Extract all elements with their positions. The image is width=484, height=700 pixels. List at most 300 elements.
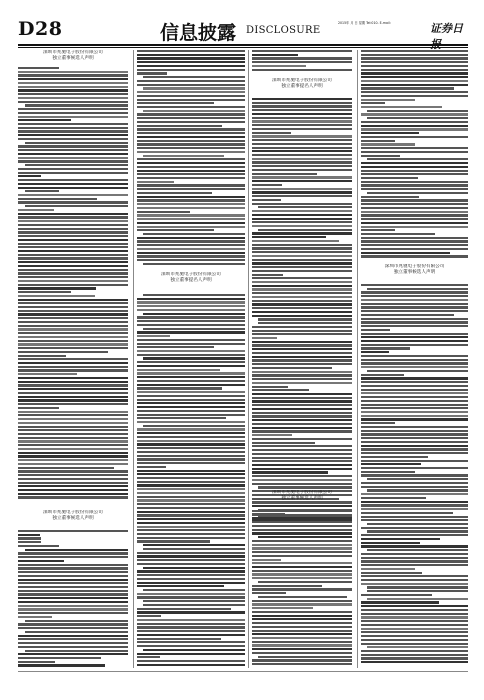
text-line (361, 199, 468, 201)
notice-body (252, 510, 352, 668)
text-line (25, 205, 128, 207)
text-line (252, 232, 352, 234)
text-line (367, 586, 468, 588)
text-line (252, 303, 352, 305)
text-line (252, 517, 352, 519)
text-line (137, 136, 245, 138)
text-line (18, 493, 128, 495)
text-line (137, 369, 220, 371)
text-line (361, 418, 468, 420)
text-line (18, 74, 128, 76)
text-line (137, 496, 245, 498)
text-line (18, 426, 128, 428)
text-line (361, 572, 422, 574)
text-line (137, 188, 245, 190)
text-line (252, 449, 352, 451)
text-line (18, 560, 64, 562)
text-line (137, 414, 245, 416)
masthead (18, 18, 468, 42)
text-line (137, 529, 245, 531)
text-line (367, 117, 468, 119)
text-line (252, 54, 298, 56)
text-line (361, 527, 468, 529)
text-line (252, 475, 352, 477)
notice-body (18, 67, 128, 504)
text-line (252, 135, 352, 137)
text-line (137, 173, 245, 175)
text-line (252, 266, 352, 268)
text-line (361, 609, 468, 611)
text-line (137, 653, 245, 655)
text-line (137, 365, 245, 367)
text-line (361, 538, 440, 540)
text-line (137, 615, 161, 617)
text-line (252, 337, 277, 339)
text-line (252, 544, 352, 546)
text-line (361, 218, 468, 220)
text-line (18, 119, 71, 121)
text-line (252, 124, 352, 126)
text-line (18, 642, 128, 644)
text-line (361, 650, 468, 652)
text-line (18, 448, 128, 450)
text-line (252, 247, 352, 249)
text-line (361, 362, 468, 364)
text-line (137, 106, 245, 108)
text-line (252, 457, 352, 459)
text-line (361, 463, 421, 465)
text-line (137, 484, 245, 486)
text-line (252, 415, 352, 417)
text-line (137, 361, 245, 363)
text-line (18, 306, 128, 308)
text-line (367, 523, 468, 525)
text-line (252, 412, 352, 414)
text-line (25, 631, 128, 633)
text-line (137, 428, 245, 430)
text-line (252, 173, 317, 175)
text-line (361, 560, 468, 562)
text-line (137, 470, 245, 472)
text-line (18, 601, 128, 603)
text-line (361, 616, 468, 618)
text-line (18, 579, 128, 581)
text-line (361, 170, 468, 172)
text-line (143, 87, 245, 89)
text-line (252, 648, 352, 650)
text-line (361, 87, 454, 89)
text-line (18, 108, 128, 110)
text-line (252, 663, 352, 665)
text-line (137, 638, 221, 640)
issue-meta: 2015年 月 日 星期 Tel:010- E-mail: (338, 21, 391, 25)
text-line (361, 229, 395, 231)
text-line (252, 374, 352, 376)
text-line (361, 321, 468, 323)
text-line (367, 288, 468, 290)
notice-header (137, 272, 245, 292)
text-line (252, 98, 352, 100)
text-line (361, 430, 468, 432)
text-line (137, 343, 245, 345)
text-line (137, 563, 245, 565)
text-line (258, 486, 352, 488)
text-line (252, 525, 352, 527)
notice-header (252, 78, 352, 96)
text-line (252, 188, 352, 190)
text-line (18, 243, 128, 245)
text-line (18, 496, 128, 498)
text-line (18, 586, 128, 588)
text-line (361, 534, 468, 536)
text-line (143, 313, 245, 315)
text-line (137, 346, 214, 348)
text-line (252, 143, 352, 145)
text-line (361, 624, 468, 626)
text-line (137, 339, 245, 341)
notice-body (137, 294, 245, 668)
text-line (143, 567, 245, 569)
text-line (361, 248, 468, 250)
text-line (252, 147, 352, 149)
text-line (18, 123, 128, 125)
text-line (137, 574, 245, 576)
text-line (137, 143, 245, 145)
text-line (252, 592, 286, 594)
text-line (361, 620, 468, 622)
text-line (18, 485, 128, 487)
text-line (137, 184, 245, 186)
text-line (361, 325, 468, 327)
text-line (361, 568, 415, 570)
text-line (361, 377, 468, 379)
text-line (361, 501, 468, 503)
text-line (252, 483, 352, 485)
text-line (18, 198, 97, 200)
text-line (361, 407, 468, 409)
text-line (18, 194, 128, 196)
text-line (252, 218, 352, 220)
text-line (143, 649, 245, 651)
text-line (137, 656, 160, 658)
text-line (18, 321, 128, 323)
text-line (18, 399, 128, 401)
text-line (361, 497, 426, 499)
text-line (18, 71, 128, 73)
text-line (361, 113, 468, 115)
text-line (252, 50, 352, 52)
text-line (252, 400, 352, 402)
text-line (361, 303, 468, 305)
text-line (252, 102, 352, 104)
text-line (252, 397, 352, 399)
text-line (361, 196, 419, 198)
text-line (252, 641, 352, 643)
text-line (137, 458, 245, 460)
text-line (137, 391, 245, 393)
text-line (361, 318, 468, 320)
text-line (18, 239, 128, 241)
text-line (252, 464, 352, 466)
text-line (18, 351, 108, 353)
notice-company: 深圳市兆驰电子股份有限公司 (161, 272, 221, 277)
text-line (252, 57, 352, 59)
text-line (18, 149, 128, 151)
text-line (252, 453, 352, 455)
text-line (361, 181, 468, 183)
text-line (361, 252, 450, 254)
text-line (252, 288, 352, 290)
text-line (361, 222, 468, 224)
text-line (18, 168, 128, 170)
text-line (252, 618, 352, 620)
text-line (361, 516, 468, 518)
text-line (18, 257, 128, 259)
text-line (18, 463, 128, 465)
text-line (137, 466, 166, 468)
column-3 (252, 50, 352, 668)
text-line (18, 537, 41, 539)
text-line (18, 67, 59, 69)
text-line (137, 555, 245, 557)
text-line (137, 451, 245, 453)
text-line (18, 455, 128, 457)
text-line (252, 330, 352, 332)
newspaper-logo: 证券日 (430, 22, 463, 35)
text-line (137, 593, 245, 595)
notice-body (137, 50, 245, 268)
text-line (137, 331, 245, 333)
text-line (137, 384, 245, 386)
text-line (137, 305, 245, 307)
text-line (18, 145, 128, 147)
text-line (361, 99, 415, 101)
text-line (367, 598, 468, 600)
text-line (137, 298, 245, 300)
text-line (143, 328, 245, 330)
text-line (137, 522, 245, 524)
text-line (361, 214, 468, 216)
text-line (18, 269, 128, 271)
text-line (258, 206, 352, 208)
text-line (18, 608, 128, 610)
text-line (137, 128, 245, 130)
text-line (367, 646, 468, 648)
text-line (252, 659, 352, 661)
text-line (18, 250, 128, 252)
text-line (361, 121, 468, 123)
text-line (137, 410, 245, 412)
text-line (252, 225, 352, 227)
text-line (18, 153, 128, 155)
text-line (18, 340, 128, 342)
text-line (137, 387, 222, 389)
text-line (18, 646, 128, 648)
text-line (18, 134, 128, 136)
text-line (361, 575, 468, 577)
text-line (137, 166, 245, 168)
text-line (361, 557, 468, 559)
text-line (137, 406, 245, 408)
text-line (252, 109, 352, 111)
text-line (18, 291, 71, 293)
text-line (361, 389, 468, 391)
text-line (18, 418, 128, 420)
text-line (18, 467, 114, 469)
text-line (252, 570, 352, 572)
text-line (137, 65, 245, 67)
text-line (361, 355, 468, 357)
text-line (137, 177, 245, 179)
text-line (18, 280, 128, 282)
text-line (361, 310, 468, 312)
text-line (18, 556, 128, 558)
notice-body (361, 50, 468, 260)
text-line (361, 553, 468, 555)
text-line (361, 445, 468, 447)
text-line (137, 222, 245, 224)
text-line (361, 422, 395, 424)
text-line (252, 128, 352, 130)
text-line (143, 589, 245, 591)
text-line (18, 552, 128, 554)
text-line (18, 597, 128, 599)
text-line (361, 291, 468, 293)
text-line (137, 537, 245, 539)
text-line (361, 237, 468, 239)
text-line (18, 635, 128, 637)
text-line (25, 620, 128, 622)
text-line (252, 180, 352, 182)
text-line (18, 433, 128, 435)
text-line (137, 102, 214, 104)
text-line (252, 61, 352, 63)
text-line (361, 404, 468, 406)
text-line (361, 80, 468, 82)
text-line (361, 631, 468, 633)
text-line (252, 176, 352, 178)
text-line (137, 518, 245, 520)
text-line (252, 65, 306, 67)
text-line (137, 611, 245, 613)
text-line (18, 97, 128, 99)
text-line (252, 277, 352, 279)
text-line (18, 567, 128, 569)
text-line (361, 374, 404, 376)
text-line (252, 442, 315, 444)
text-line (367, 370, 468, 372)
text-line (18, 440, 128, 442)
text-line (18, 452, 128, 454)
text-line (137, 316, 245, 318)
text-line (252, 585, 322, 587)
text-line (367, 192, 468, 194)
notice-title: 独立董事候选人声明 (52, 516, 94, 521)
text-line (361, 512, 453, 514)
text-line (137, 211, 190, 213)
text-line (18, 101, 128, 103)
text-line (137, 301, 245, 303)
text-line (137, 95, 245, 97)
text-line (137, 132, 245, 134)
text-line (361, 493, 468, 495)
text-line (361, 415, 468, 417)
text-line (137, 630, 245, 632)
text-line (18, 369, 128, 371)
text-line (137, 335, 170, 337)
text-line (361, 392, 468, 394)
text-line (137, 585, 224, 587)
text-line (18, 228, 128, 230)
text-line (143, 233, 245, 235)
text-line (252, 468, 352, 470)
text-line (18, 347, 128, 349)
text-line (252, 555, 352, 557)
text-line (18, 343, 128, 345)
text-line (252, 311, 352, 313)
text-line (18, 403, 128, 405)
text-line (252, 438, 352, 440)
text-line (18, 388, 128, 390)
text-line (18, 355, 66, 357)
text-line (18, 474, 128, 476)
text-line (137, 402, 245, 404)
text-line (137, 229, 214, 231)
text-line (361, 132, 419, 134)
text-line (137, 623, 245, 625)
text-line (18, 172, 128, 174)
text-line (137, 372, 245, 374)
text-line (18, 317, 128, 319)
text-line (361, 102, 385, 104)
text-line (18, 392, 128, 394)
text-line (361, 385, 468, 387)
text-line (137, 399, 245, 401)
notice-company: 深圳市兆驰电子股份有限公司 (384, 264, 445, 269)
text-line (18, 534, 40, 536)
text-line (252, 622, 352, 624)
text-line (143, 548, 245, 550)
text-line (252, 165, 352, 167)
text-line (361, 211, 468, 213)
text-line (137, 488, 245, 490)
text-line (137, 540, 210, 542)
text-line (361, 128, 468, 130)
section-title-zh: 信息披露 (160, 22, 237, 44)
text-line (361, 456, 428, 458)
text-line (18, 437, 128, 439)
text-line (137, 99, 245, 101)
text-line (137, 578, 245, 580)
text-line (18, 664, 105, 666)
text-line (252, 607, 313, 609)
text-line (252, 132, 291, 134)
text-line (18, 328, 128, 330)
notice-body (252, 50, 352, 76)
text-line (252, 274, 283, 276)
text-line (18, 623, 128, 625)
text-line (361, 162, 468, 164)
text-line (18, 138, 128, 140)
text-line (361, 76, 468, 78)
text-line (137, 570, 245, 572)
text-line (137, 596, 245, 598)
text-line (361, 233, 435, 235)
text-line (18, 332, 128, 334)
text-line (137, 57, 245, 59)
text-line (18, 653, 128, 655)
column-divider (357, 50, 358, 668)
